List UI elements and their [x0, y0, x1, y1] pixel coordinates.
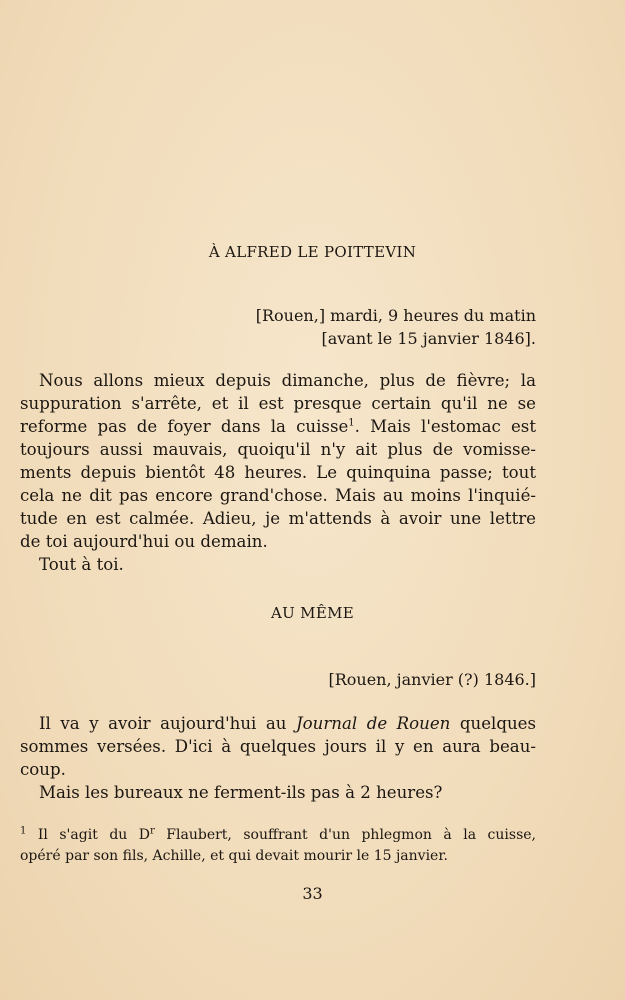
letter1-line: tude en est calmée. Adieu, je m'attends à avoir une lettre: [20, 509, 536, 528]
letter2-body: [20, 712, 536, 804]
letter1-line: de toi aujourd'hui ou demain.: [20, 532, 268, 551]
page-number: 33: [302, 884, 323, 903]
newspaper-title: Journal de Rouen: [296, 714, 451, 733]
letter1-heading: À ALFRED LE POITTEVIN: [208, 243, 417, 261]
letter1-line: ments depuis bientôt 48 heures. Le quinquina passe; tout: [20, 463, 536, 482]
letter1-dateline: [256, 304, 536, 350]
letter2-heading: AU MÊME: [271, 604, 354, 622]
letter1-body: [20, 369, 536, 576]
letter1-line: Nous allons mieux depuis dimanche, plus de fièvre; la: [39, 371, 536, 390]
footnote-line1-end: Flaubert, souffrant d'un phlegmon à la cuisse,: [154, 827, 536, 843]
letter2-dateline: [Rouen, janvier (?) 1846.]: [328, 670, 536, 689]
letter2-line: sommes versées. D'ici à quelques jours il y en aura beau-: [20, 737, 536, 756]
letter2-line: [20, 712, 536, 735]
footnote-marker: 1: [20, 825, 27, 837]
letter1-dateline-line2: [avant le 15 janvier 1846].: [321, 329, 536, 348]
letter1-closing: Tout à toi.: [39, 555, 124, 574]
letter1-line: cela ne dit pas encore grand'chose. Mais au moins l'inquié-: [20, 486, 536, 505]
letter2-line1-end: quelques: [450, 714, 536, 733]
letter2-line1-start: Il va y avoir aujourd'hui au: [39, 714, 297, 733]
footnote-sup: r: [150, 825, 155, 837]
footnote-line: [20, 825, 536, 846]
letter1-line: [20, 415, 536, 438]
footnote-line1-start: Il s'agit du D: [26, 827, 151, 843]
footnote-ref: 1: [348, 417, 355, 429]
letter2-line: Mais les bureaux ne ferment-ils pas à 2 heures?: [39, 783, 443, 802]
letter1-line3-rest: . Mais l'estomac est: [354, 417, 536, 436]
letter1-line: suppuration s'arrête, et il est presque certain qu'il ne se: [20, 394, 536, 413]
footnote: [20, 825, 536, 867]
letter2-line: coup.: [20, 760, 66, 779]
letter1-line: toujours aussi mauvais, quoiqu'il n'y ait plus de vomisse-: [20, 440, 536, 459]
letter1-line3-text: reforme pas de foyer dans la cuisse: [20, 417, 349, 436]
letter1-dateline-line1: [Rouen,] mardi, 9 heures du matin: [255, 306, 536, 325]
footnote-line: opéré par son fils, Achille, et qui devait mourir le 15 janvier.: [20, 848, 448, 864]
